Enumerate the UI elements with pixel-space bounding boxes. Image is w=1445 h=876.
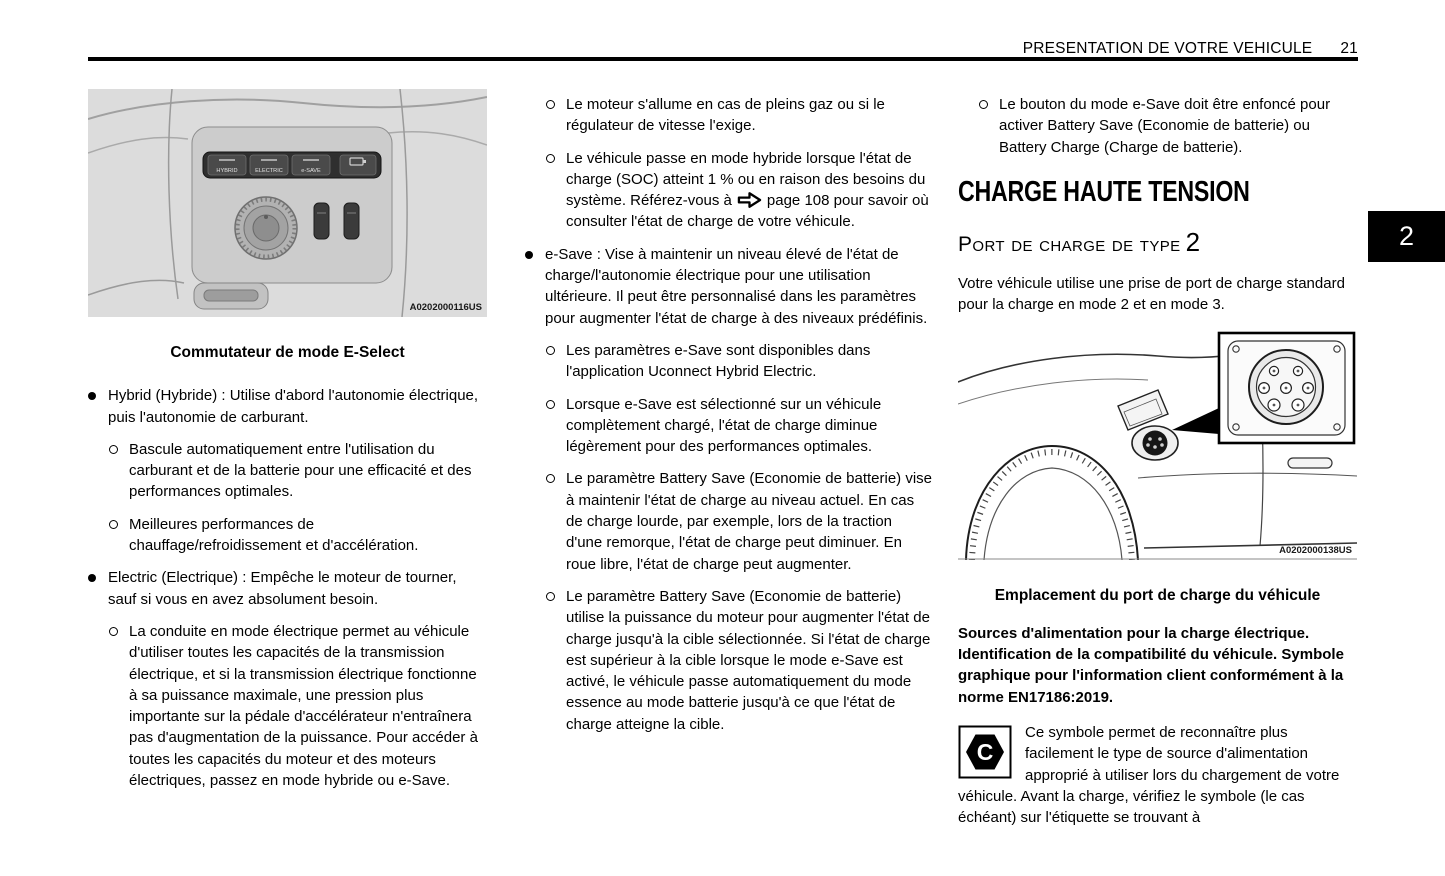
- page-reference-arrow-icon: [737, 191, 762, 209]
- list-item: [546, 586, 932, 735]
- eselect-modes-list: [88, 385, 488, 791]
- figure-charge-port: [958, 330, 1357, 566]
- header-rule: [88, 57, 1358, 61]
- list-item-text: [566, 150, 929, 231]
- list-item-text: Le paramètre Battery Save (Economie de batterie) utilise la puissance du moteur pour augmenter l'état de charge jusqu'à la cible sélectionnée. Si l'état de charge est supérieur à la cible lorsque le mode e-Save est activé, le véhicule passe automatiquement du mode essence au mode batterie jusqu'à ce que l'état de charge atteigne la cible.: [566, 587, 931, 733]
- list-item: [109, 439, 488, 503]
- eselect-switch-illustration: [88, 89, 487, 317]
- figure-eselect-switch: [88, 89, 487, 323]
- bullet-open-icon: [546, 400, 555, 409]
- symbol-paragraph-block: [958, 722, 1359, 828]
- esave-button-label: e-SAVE: [301, 168, 321, 174]
- list-item: [546, 340, 932, 383]
- bullet-open-icon: [546, 474, 555, 483]
- list-item-text: e-Save : Vise à maintenir un niveau élevé de l'état de charge/l'autonomie électrique pour une utilisation ultérieure. Il peut être personnalisé dans les paramètres pour augmenter l'état de charge à des niveaux prédéfinis.: [545, 245, 928, 327]
- list-item-text: Bascule automatiquement entre l'utilisation du carburant et de la batterie pour une efficacité et des performances optimales.: [129, 440, 472, 501]
- symbol-paragraph-text: Ce symbole permet de reconnaître plus facilement le type de source d'alimentation approprié à utiliser lors du chargement de votre véhicule. Avant la charge, vérifiez le symbole (le cas échéant) sur l'étiquette se trouvant à: [958, 724, 1340, 827]
- bullet-filled-icon: [88, 574, 96, 582]
- door-handle: [1288, 458, 1332, 468]
- list-item: [109, 514, 488, 557]
- header-page-number: 21: [1340, 40, 1358, 57]
- list-item-text: La conduite en mode électrique permet au véhicule d'utiliser toutes les capacités de la transmission électrique, et si la transmission électrique fonctionne à sa puissance maximale, une pression plus importante sur la pédale d'accélérateur n'entraînera pas d'augmentation de la puissance. Pour accéder à toutes les capacités du moteur et des moteurs électriques, passez en mode hybride ou e-Save.: [129, 622, 478, 790]
- type2-charge-symbol-icon: [958, 725, 1012, 779]
- intro-paragraph: Votre véhicule utilise une prise de port de charge standard pour la charge en mode 2 et en mode 3.: [958, 274, 1345, 314]
- bullet-filled-icon: [88, 392, 96, 400]
- bullet-open-icon: [109, 627, 118, 636]
- figure-code: A0202000138US: [1279, 544, 1352, 556]
- bullet-open-icon: [546, 592, 555, 601]
- subsection-heading: [958, 224, 1359, 261]
- chapter-tab-number: 2: [1398, 221, 1415, 251]
- list-item: [109, 621, 488, 791]
- list-item-text: Lorsque e-Save est sélectionné sur un véhicule complètement chargé, l'état de charge diminue légèrement pour des performances optimales.: [566, 395, 882, 456]
- bullet-open-icon: [109, 520, 118, 529]
- electric-button-label: ELECTRIC: [255, 168, 283, 174]
- list-item-text: Hybrid (Hybride) : Utilise d'abord l'autonomie électrique, puis l'autonomie de carburant.: [108, 387, 479, 426]
- figure-code: A0202000116US: [409, 302, 482, 313]
- bullet-open-icon: [979, 100, 988, 109]
- subsection-heading-number: 2: [1185, 227, 1201, 258]
- storage-cubby: [194, 283, 268, 309]
- list-item-text: Le paramètre Battery Save (Economie de batterie) vise à maintenir l'état de charge au niveau actuel. En cas de charge lourde, par exemple, lors de la traction d'une remorque, l'état de charge peut diminuer. En roue libre, l'état de charge peut augmenter.: [566, 470, 933, 573]
- list-item-text: Meilleures performances de chauffage/refroidissement et d'accélération.: [129, 515, 419, 555]
- bullet-open-icon: [546, 154, 555, 163]
- hybrid-button-label: HYBRID: [216, 168, 238, 174]
- list-item: [979, 94, 1359, 158]
- charge-port-illustration: [958, 330, 1357, 560]
- list-item: [546, 148, 932, 233]
- header-section-title: PRESENTATION DE VOTRE VEHICULE: [1022, 40, 1313, 57]
- connector-inset: [1219, 333, 1354, 443]
- bullet-open-icon: [546, 100, 555, 109]
- text-after-reference: page 108 pour savoir où consulter l'état de charge de votre véhicule.: [566, 192, 929, 231]
- list-item-text: Le moteur s'allume en cas de pleins gaz ou si le régulateur de vitesse l'exige.: [566, 96, 885, 135]
- sources-paragraph: Sources d'alimentation pour la charge électrique. Identification de la compatibilité du véhicule. Symbole graphique pour l'information client conformément à la norme EN17186:2019.: [958, 624, 1344, 706]
- right-column: [958, 94, 1359, 829]
- list-item: [546, 468, 932, 574]
- list-item: [525, 244, 932, 329]
- figure-caption-chargeport: Emplacement du port de charge du véhicule: [994, 586, 1321, 604]
- left-column: [88, 89, 488, 802]
- figure-caption-eselect: Commutateur de mode E-Select: [170, 344, 405, 362]
- symbol-letter: C: [976, 739, 994, 766]
- list-item: [546, 394, 932, 458]
- list-item: [546, 94, 932, 137]
- bullet-open-icon: [109, 445, 118, 454]
- list-item-text: Le bouton du mode e-Save doit être enfoncé pour activer Battery Save (Economie de batterie) ou Battery Charge (Charge de batterie).: [999, 96, 1331, 156]
- bullet-open-icon: [546, 346, 555, 355]
- rotary-knob: [235, 197, 297, 259]
- chapter-tab[interactable]: [1368, 211, 1445, 262]
- mode-buttons: [208, 155, 376, 175]
- subsection-heading-text: Port de charge de type: [958, 233, 1181, 257]
- middle-column: [525, 94, 932, 746]
- page-header: [88, 40, 1358, 58]
- section-heading: CHARGE HAUTE TENSION: [958, 175, 1250, 208]
- bullet-filled-icon: [525, 251, 533, 259]
- list-item: [88, 385, 488, 428]
- list-item: [88, 567, 488, 610]
- list-item-text: Electric (Electrique) : Empêche le moteur de tourner, sauf si vous en avez absolument besoin.: [108, 569, 457, 608]
- list-item-text: Les paramètres e-Save sont disponibles dans l'application Uconnect Hybrid Electric.: [566, 341, 871, 381]
- text-before-reference: Le véhicule passe en mode hybride lorsque l'état de charge (SOC) atteint 1 % ou en raison des besoins du système. Référez-vous à: [566, 149, 926, 210]
